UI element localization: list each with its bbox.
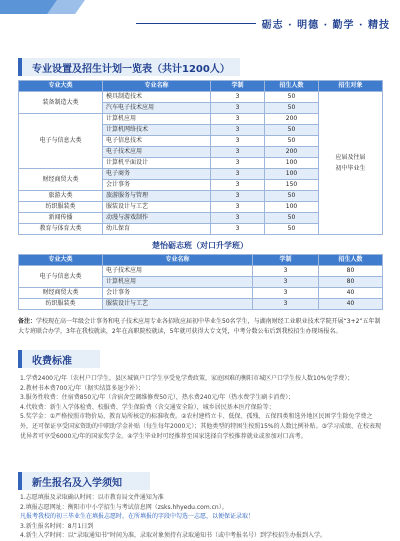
category-cell: 装备制造大类 [19,92,103,114]
header-category: 专业大类 [19,81,103,92]
target-line-1: 应届及往届 [335,154,366,161]
section-title-text: 收费标准 [32,355,72,367]
section-title-enrollment [18,472,150,490]
fee-item: 4.代收费：新生入学体检费、校服费、学生保险费（含交通安全险），城乡居民基本医疗保险等； [20,403,275,411]
category-cell: 财经商贸大类 [19,169,103,191]
count-cell: 50 [265,213,319,224]
count-cell: 50 [265,125,319,136]
enroll-item: 3.新生报名时间：8月1日到 [20,522,94,530]
category-cell: 电子与信息大类 [19,114,103,169]
count-cell: 150 [265,180,319,191]
count-cell: 50 [265,92,319,103]
count-cell: 200 [265,147,319,158]
program-cell: 计算机平面设计 [103,158,211,169]
fee-item: 3.服务性收费：住宿费850元/年（含宿舍空调维修费50元），热水费240元/年（热水费学生刷卡消费）； [20,394,295,402]
program-cell: 汽车电子技术应用 [103,103,211,114]
years-cell: 3 [253,266,319,277]
years-cell: 3 [211,169,265,180]
years-cell: 3 [211,180,265,191]
years-cell: 3 [253,299,319,310]
section-title-text: 专业设置及招生计划一览表（共计1200人） [32,63,230,75]
program-cell: 电子技术应用 [103,266,253,277]
upgrade-class-table [18,254,383,310]
program-cell: 幼儿保育 [103,224,211,235]
count-cell: 100 [265,202,319,213]
remarks-text: 学校现在高一年级会计事务和电子技术应用专业各招收应届初中毕业生50名学生，与湖南财经工业职业技术学院开展“3+2”五年制大专班联合办学，3年在我校就读，2年在高职院校就读，5年就可获得大专文凭，中考分数公布后到我校招生办现场报名。 [18,318,381,335]
section-title-programs [18,58,240,76]
header-program: 专业名称 [103,255,253,266]
years-cell: 3 [211,213,265,224]
category-cell: 新闻传播 [19,213,103,224]
program-cell: 动漫与游戏制作 [103,213,211,224]
count-cell: 80 [319,277,383,288]
enroll-item: 1.志愿填报及录取确认时间：以市教育局文件通知为准 [20,494,164,501]
program-cell: 电子技术应用 [103,147,211,158]
category-cell: 纺织服装类 [19,202,103,213]
count-cell: 50 [265,136,319,147]
section-title-fees [18,350,100,368]
header-program: 专业名称 [103,81,211,92]
years-cell: 3 [211,191,265,202]
count-cell: 100 [265,158,319,169]
category-cell: 电子与信息大类 [19,266,103,288]
program-cell: 电子商务 [103,169,211,180]
header-count: 招生人数 [265,81,319,92]
program-cell: 计算机应用 [103,114,211,125]
enroll-item: 2.填报志愿网址：衡阳市中小学招生与考试信息网（zsks.hhyedu.com.cn）。 [20,503,228,511]
count-cell: 100 [265,169,319,180]
years-cell: 3 [211,125,265,136]
years-cell: 3 [253,277,319,288]
fee-item: 1.学费2400元/年（农村户口学生，县区城镇户口学生享受免学费政策，家庭困难的衡阳市城区户口学生按人数10%免学费）； [20,375,354,382]
count-cell: 50 [265,224,319,235]
table2-title: 楚怡砺志班（对口升学班） [152,241,248,250]
years-cell: 3 [211,158,265,169]
count-cell: 40 [319,288,383,299]
fee-item: 5.奖学金：①严格按照市物价局、教育局所核定的标准收费。②农村建档立卡、低保、孤残、五保四类和选外地区民困学生除免学费之外，还可保证享受国家资助的中职助学金补贴（每生每年2000元）；其他类型的特困生按照15%的人数比例补贴。③学习成绩、在校表现优异者可享受6000元/年的国家奖学金。④学生毕业时可经推荐至国家选择自学校推荐就业或参加对口高考。 [20,413,381,440]
header-category: 专业大类 [19,255,103,266]
count-cell: 200 [265,114,319,125]
enroll-highlight: 凡报考我校的初三毕业生在填报志愿时，在所填报的字段中勾选一志愿，以便保证录取！ [20,513,255,521]
years-cell: 3 [211,147,265,158]
header-years: 学制 [253,255,319,266]
count-cell: 50 [265,191,319,202]
years-cell: 3 [211,114,265,125]
count-cell: 50 [265,103,319,114]
category-cell: 教育与体育大类 [19,224,103,235]
section-title-text: 新生报名及入学须知 [32,477,122,489]
fees-list [20,374,382,441]
category-cell: 纺织服装类 [19,299,103,310]
years-cell: 3 [253,288,319,299]
header-target: 招生对象 [319,81,383,92]
program-cell: 计算机应用 [103,277,253,288]
target-cell [319,92,383,235]
program-cell: 会计事务 [103,288,253,299]
program-cell: 会计事务 [103,180,211,191]
motto-rule [136,23,256,24]
enroll-item: 4.新生入学时间：以“录取通知书”时间为准，录取对象须持有录取通知书（或中考报名号）到学校招生办报到入学。 [20,532,326,540]
program-cell: 模具制造技术 [103,92,211,103]
years-cell: 3 [211,224,265,235]
category-cell: 旅游大类 [19,191,103,202]
programs-table [18,80,383,235]
enrollment-list [20,493,382,541]
fee-item: 2.教材书本费700元/年（据实结算多退少补）； [20,384,145,392]
count-cell: 80 [319,266,383,277]
target-line-2: 初中毕业生 [335,165,366,172]
program-cell: 服装设计与工艺 [103,202,211,213]
program-cell: 服装设计与工艺 [103,299,253,310]
program-cell: 计算机网络技术 [103,125,211,136]
years-cell: 3 [211,92,265,103]
header-years: 学制 [211,81,265,92]
motto-text: 砺志 · 明德 · 勤学 · 精技 [261,20,390,31]
count-cell: 40 [319,299,383,310]
header-count: 招生人数 [319,255,383,266]
remarks-label: 备注： [18,318,37,325]
remarks [18,317,382,336]
program-cell: 旅游服务与管理 [103,191,211,202]
years-cell: 3 [211,103,265,114]
school-motto [136,16,390,31]
years-cell: 3 [211,202,265,213]
category-cell: 财经商贸大类 [19,288,103,299]
years-cell: 3 [211,136,265,147]
program-cell: 电子信息技术 [103,136,211,147]
